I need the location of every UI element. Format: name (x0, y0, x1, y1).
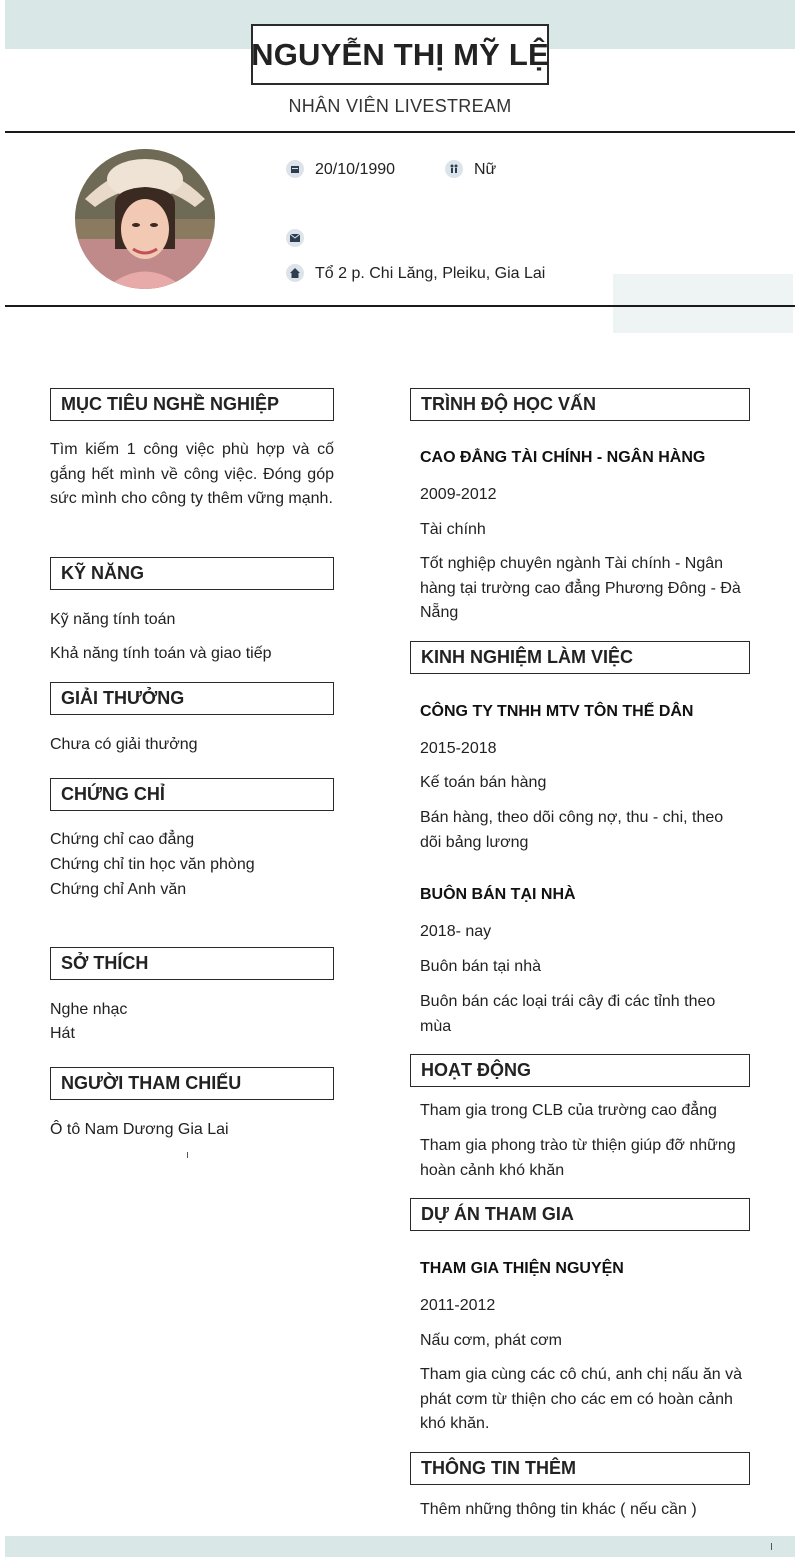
education-school: CAO ĐẲNG TÀI CHÍNH - NGÂN HÀNG (420, 449, 706, 466)
name-box (251, 24, 549, 85)
job-desc: Bán hàng, theo dõi công nợ, thu - chi, theo dõi bảng lương (420, 809, 724, 851)
section-experience-title: KINH NGHIỆM LÀM VIỆC (410, 641, 750, 674)
section-certificates-title: CHỨNG CHỈ (50, 778, 334, 811)
hobby-item: Nghe nhạc (50, 1001, 128, 1018)
bottom-divider (5, 305, 795, 307)
address: Tổ 2 p. Chi Lăng, Pleiku, Gia Lai (315, 265, 546, 282)
decorative-band (613, 274, 793, 333)
project-period: 2011-2012 (420, 1297, 496, 1314)
job-period: 2015-2018 (420, 740, 497, 757)
job-period: 2018- nay (420, 923, 492, 940)
references-text: Ô tô Nam Dương Gia Lai (50, 1121, 229, 1138)
job-title: NHÂN VIÊN LIVESTREAM (288, 96, 512, 116)
certificate-item: Chứng chỉ cao đẳng (50, 831, 195, 848)
job-desc: Buôn bán các loại trái cây đi các tỉnh theo mùa (420, 993, 716, 1035)
extra-text: Thêm những thông tin khác ( nếu cần ) (420, 1501, 697, 1518)
certificate-item: Chứng chỉ Anh văn (50, 881, 187, 898)
divider-mark (187, 1152, 188, 1158)
gender: Nữ (474, 161, 497, 178)
certificate-item: Chứng chỉ tin học văn phòng (50, 856, 255, 873)
section-activities-title: HOẠT ĐỘNG (410, 1054, 750, 1087)
skill-item: Khả năng tính toán và giao tiếp (50, 645, 272, 662)
section-extra-title: THÔNG TIN THÊM (410, 1452, 750, 1485)
top-divider (5, 131, 795, 133)
birthday: 20/10/1990 (315, 161, 396, 178)
hobby-item: Hát (50, 1025, 75, 1042)
skill-item: Kỹ năng tính toán (50, 611, 176, 628)
education-period: 2009-2012 (420, 486, 497, 503)
job-company: CÔNG TY TNHH MTV TÔN THẾ DÂN (420, 703, 694, 720)
page-mark (771, 1543, 772, 1550)
objective-text: Tìm kiếm 1 công việc phù hợp và cố gắng hết mình về công việc. Đóng góp sức mình cho công ty thêm vững mạnh. (50, 441, 334, 507)
activity-item: Tham gia phong trào từ thiện giúp đỡ những hoàn cảnh khó khăn (420, 1137, 736, 1179)
calendar-icon (286, 160, 304, 178)
avatar (75, 149, 215, 289)
job-role: Kế toán bán hàng (420, 774, 547, 791)
section-objective-title: MỤC TIÊU NGHỀ NGHIỆP (50, 388, 334, 421)
job-company: BUÔN BÁN TẠI NHÀ (420, 886, 576, 903)
section-hobbies-title: SỞ THÍCH (50, 947, 334, 980)
section-projects-title: DỰ ÁN THAM GIA (410, 1198, 750, 1231)
section-awards-title: GIẢI THƯỞNG (50, 682, 334, 715)
education-major: Tài chính (420, 521, 486, 538)
section-references-title: NGƯỜI THAM CHIẾU (50, 1067, 334, 1100)
job-role: Buôn bán tại nhà (420, 958, 541, 975)
full-name: NGUYỄN THỊ MỸ LỆ (251, 36, 549, 72)
education-desc: Tốt nghiệp chuyên ngành Tài chính - Ngân hàng tại trường cao đẳng Phương Đông - Đà Nẵng (420, 555, 741, 621)
awards-text: Chưa có giải thưởng (50, 736, 198, 753)
project-role: Nấu cơm, phát cơm (420, 1332, 562, 1349)
project-desc: Tham gia cùng các cô chú, anh chị nấu ăn và phát cơm từ thiện cho các em có hoàn cảnh khó khăn. (420, 1366, 742, 1432)
section-skills-title: KỸ NĂNG (50, 557, 334, 590)
section-education-title: TRÌNH ĐỘ HỌC VẤN (410, 388, 750, 421)
gender-icon (445, 160, 463, 178)
home-icon (286, 264, 304, 282)
activity-item: Tham gia trong CLB của trường cao đẳng (420, 1102, 717, 1119)
footer-band (5, 1536, 795, 1557)
project-name: THAM GIA THIỆN NGUYỆN (420, 1260, 624, 1277)
email-icon (286, 229, 304, 247)
